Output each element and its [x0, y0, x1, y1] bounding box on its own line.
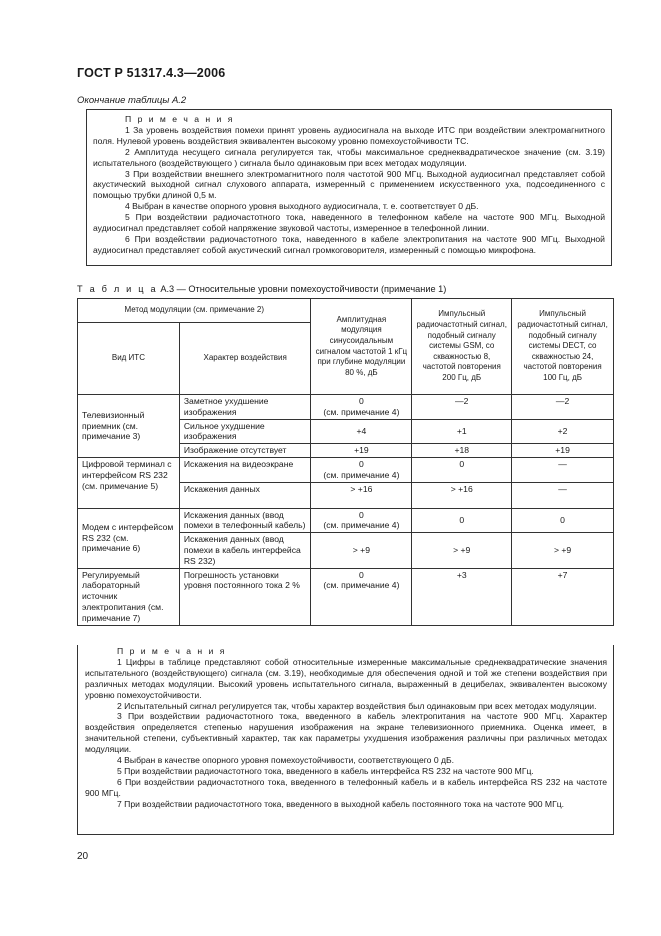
value-cell: +7 [512, 568, 614, 625]
value-cell: 0 [512, 508, 614, 533]
value-cell: +19 [512, 444, 614, 458]
value-cell: 0 (см. примечание 4) [311, 395, 412, 420]
value-cell: 0 (см. примечание 4) [311, 457, 412, 482]
value-cell: 0 [412, 508, 512, 533]
device-name: Телевизионный приемник (см. примечание 3) [78, 395, 180, 458]
note-item: 7 При воздействии радиочастотного тока, введенного в выходной кабель постоянного тока на частоте 900 МГц. [117, 798, 565, 809]
value-cell: +4 [311, 419, 412, 444]
notes-box-table-a2 [86, 109, 612, 266]
value-cell: +19 [311, 444, 412, 458]
value-cell: > +16 [311, 482, 412, 508]
note-item: 3 При воздействии внешнего электромагнитного поля частотой 900 МГц. Выходной аудиосигнал представляет собой акустический выходной сигнал слухового аппарата, измеренный с применением искусственного уха, подсоединенного с помощью трубки длиной 0,5 м. [93, 168, 605, 201]
note-item: 4 Выбран в качестве опорного уровня выходного аудиосигнала, т. е. соответствует 0 дБ. [125, 201, 479, 212]
notes-box-table-a3 [77, 645, 614, 835]
header-modulation-method: Метод модуляции (см. примечание 2) [78, 299, 311, 323]
table-caption [77, 284, 446, 294]
table-caption-word: Т а б л и ц а [77, 284, 158, 294]
effect-cell: Искажения данных (ввод помехи в телефонный кабель) [179, 508, 311, 533]
value-cell: > +9 [512, 533, 614, 568]
device-name: Модем с интерфейсом RS 232 (см. примечание 6) [78, 508, 180, 568]
header-dect: Импульсный радиочастотный сигнал, подобный сигналу системы DECT, со скважностью 24, частотой повторения 100 Гц, дБ [512, 299, 614, 395]
effect-cell: Заметное ухудшение изображения [179, 395, 311, 420]
note-item: 5 При воздействии радиочастотного тока, введенного в кабель интерфейса RS 232 на частоте 900 МГц. [117, 765, 534, 776]
note-item: 2 Испытательный сигнал регулируется так, чтобы характер воздействия был одинаковым при всех методах модуляции. [117, 700, 597, 711]
notes-title: П р и м е ч а н и я [125, 114, 235, 124]
table-continuation-label: Окончание таблицы А.2 [77, 95, 187, 106]
table-row [78, 568, 614, 625]
table-row [78, 508, 614, 533]
effect-cell: Искажения данных [179, 482, 311, 508]
header-gsm: Импульсный радиочастотный сигнал, подобный сигналу системы GSM, со скважностью 8, частотой повторения 200 Гц, дБ [412, 299, 512, 395]
note-item: 1 За уровень воздействия помехи принят уровень аудиосигнала на выходе ИТС при воздействии электромагнитного поля. Нулевой уровень воздействия эквивалентен высокому уровню помехоустойчивости ТС. [93, 124, 605, 146]
value-cell: > +9 [412, 533, 512, 568]
value-cell: > +9 [311, 533, 412, 568]
effect-cell: Погрешность установки уровня постоянного тока 2 % [179, 568, 311, 625]
value-cell: > +16 [412, 482, 512, 508]
note-item: 6 При воздействии радиочастотного тока, наведенного в кабеле электропитания на частоте 900 МГц. Выходной аудиосигнал представляет собой акустический сигнал громкоговорителя, измеренный с помощью микрофона. [93, 233, 605, 255]
immunity-table [77, 298, 614, 626]
device-name: Цифровой терминал с интерфейсом RS 232 (см. примечание 5) [78, 457, 180, 508]
note-item: 1 Цифры в таблице представляют собой относительные измеренные максимальные среднеквадратические значения испытательного (воздействующего) сигнала (см. 3.19), необходимые для обеспечения одной и той же степени воздействия при различных методах модуляции. Высокий уровень испытательного сигнала, выраженный в децибелах, эквивалентен высокому уровню помехоустойчивости. [85, 656, 607, 700]
table-row [78, 395, 614, 420]
value-cell: +2 [512, 419, 614, 444]
table-row [78, 457, 614, 482]
note-item: 3 При воздействии радиочастотного тока, введенного в кабель электропитания на частоте 900 МГц. Характер воздействия определяется степенью нарушения изображения на экране телевизионного приемника. Оценка имеет, в значительной степени, субъективный характер, так как параметры ухудшения изображения различны при различных методах модуляции. [85, 711, 607, 755]
value-cell: +1 [412, 419, 512, 444]
document-header: ГОСТ Р 51317.4.3—2006 [77, 66, 226, 80]
value-cell: —2 [512, 395, 614, 420]
value-cell: +18 [412, 444, 512, 458]
value-cell: 0 [412, 457, 512, 482]
note-item: 2 Амплитуда несущего сигнала регулируется так, чтобы максимальное среднеквадратическое значение (см. 3.19) испытательного (воздействующего ) сигнала было одинаковым при всех методах модуляции. [93, 146, 605, 168]
note-item: 4 Выбран в качестве опорного уровня помехоустойчивости, соответствующего 0 дБ. [117, 755, 455, 766]
effect-cell: Искажения на видеоэкране [179, 457, 311, 482]
effect-cell: Изображение отсутствует [179, 444, 311, 458]
value-cell: 0 (см. примечание 4) [311, 508, 412, 533]
note-item: 5 При воздействии радиочастотного тока, наведенного в телефонном кабеле на частоте 900 МГц. Выходной аудиосигнал представляет собой напряжение звуковой частоты, измеренное в телефонной линии. [93, 212, 605, 234]
effect-cell: Сильное ухудшение изображения [179, 419, 311, 444]
value-cell: 0 (см. примечание 4) [311, 568, 412, 625]
value-cell: +3 [412, 568, 512, 625]
value-cell: — [512, 482, 614, 508]
effect-cell: Искажения данных (ввод помехи в кабель интерфейса RS 232) [179, 533, 311, 568]
value-cell: —2 [412, 395, 512, 420]
header-am: Амплитудная модуляция синусоидальным сигналом частотой 1 кГц при глубине модуляции 80 %, дБ [311, 299, 412, 395]
note-item: 6 При воздействии радиочастотного тока, введенного в телефонный кабель и в кабель интерфейса RS 232 на частоте 900 МГц. [85, 776, 607, 798]
header-effect-type: Характер воздействия [179, 323, 311, 395]
notes-title: П р и м е ч а н и я [117, 646, 227, 656]
device-name: Регулируемый лабораторный источник электропитания (см. примечание 7) [78, 568, 180, 625]
page-number: 20 [77, 851, 89, 862]
header-device-type: Вид ИТС [78, 323, 180, 395]
table-caption-text: А.3 — Относительные уровни помехоустойчивости (примечание 1) [160, 284, 447, 294]
value-cell: — [512, 457, 614, 482]
